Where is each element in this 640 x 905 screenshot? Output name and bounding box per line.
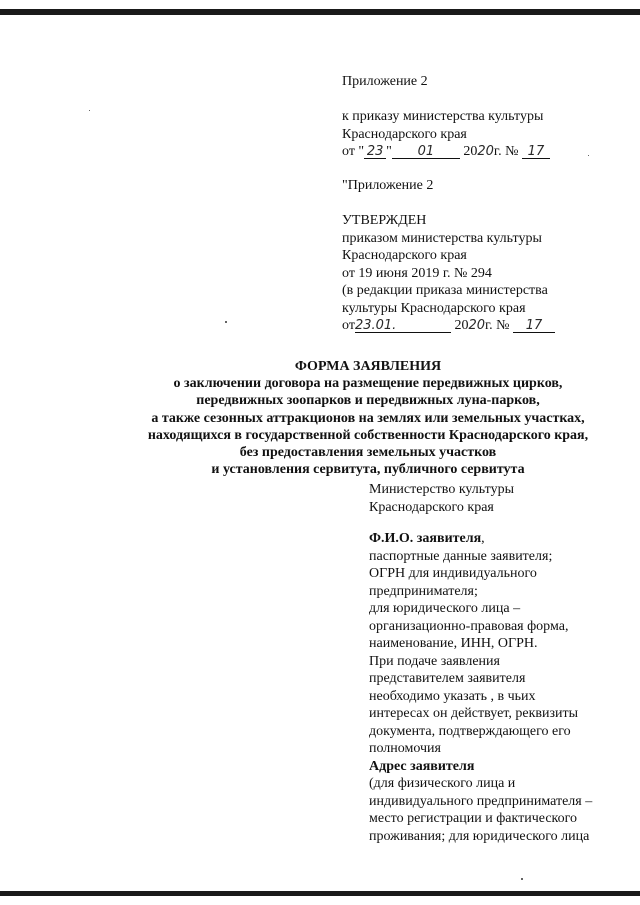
approved-number-field [513, 317, 555, 333]
addressee-line-1: Министерство культуры [369, 482, 514, 497]
applicant-line: наименование, ИНН, ОГРН. [369, 636, 538, 651]
applicant-line: для юридического лица – [369, 601, 521, 616]
order-date-year-a: 20 [463, 144, 478, 159]
approved-date-year-b: 20 [468, 318, 485, 333]
applicant-line: документа, подтверждающего его [369, 723, 571, 739]
applicant-name-line [369, 530, 592, 548]
addressee [369, 481, 514, 516]
appendix-order-ref [342, 108, 550, 161]
form-title-line-2: о заключении договора на размещение передвижных цирков, [173, 376, 563, 392]
order-date-year-b: 20 [477, 144, 494, 159]
applicant-address-line: проживания; для юридического лица [369, 828, 590, 844]
order-number-field [522, 143, 550, 159]
scan-speck [588, 155, 589, 156]
approved-line-1: приказом министерства культуры [342, 230, 542, 246]
approved-block [342, 212, 555, 335]
form-title-line-7: и установления сервитута, публичного сервитута [211, 462, 525, 478]
order-date-month: 01 [417, 144, 435, 159]
order-line-1: к приказу министерства культуры [342, 109, 544, 124]
form-title-line-6: без предоставления земельных участков [239, 445, 497, 461]
applicant-line: полномочия [369, 741, 441, 756]
appendix-title: Приложение 2 [342, 74, 428, 89]
approved-heading: УТВЕРЖДЕН [342, 213, 427, 228]
form-title [88, 358, 640, 478]
form-title-line-4: а также сезонных аттракционов на землях или земельных участках, [151, 410, 585, 426]
order-date-day: 23 [366, 144, 384, 159]
approved-date-line [342, 317, 555, 335]
form-title-line-1: ФОРМА ЗАЯВЛЕНИЯ [294, 359, 442, 374]
approved-number: 17 [525, 318, 543, 333]
form-title-line-5: находящихся в государственной собственности Краснодарского края, [147, 427, 589, 443]
approved-line-2: Краснодарского края [342, 248, 467, 263]
order-line-2: Краснодарского края [342, 126, 467, 142]
applicant-address-line: место регистрации и фактического [369, 811, 578, 826]
applicant-name-comma: , [481, 531, 485, 546]
form-title-line-3: передвижных зоопарков и передвижных луна-парков, [196, 393, 540, 409]
addressee-line-2: Краснодарского края [369, 499, 494, 515]
applicant-line: организационно-правовая форма, [369, 618, 569, 634]
scan-speck [89, 110, 90, 111]
approved-quote-title-block [342, 177, 433, 195]
scan-speck [521, 878, 523, 880]
applicant-line: интересах он действует, реквизиты [369, 706, 579, 721]
order-date-mid: " [386, 144, 392, 159]
order-date-month-field [392, 143, 460, 159]
applicant-address-line: индивидуального предпринимателя – [369, 793, 593, 809]
scan-top-edge [0, 9, 640, 15]
approved-date-year-c: г. № [484, 318, 510, 333]
approved-date-field [355, 317, 451, 333]
scan-speck [225, 321, 227, 323]
applicant-address-label: Адрес заявителя [369, 758, 475, 774]
order-date-line [342, 143, 550, 161]
approved-line-5: культуры Краснодарского края [342, 300, 526, 316]
approved-line-4: (в редакции приказа министерства [342, 283, 548, 298]
applicant-line: паспортные данные заявителя; [369, 548, 553, 564]
scan-bottom-edge [0, 891, 640, 896]
applicant-line: представителем заявителя [369, 671, 526, 686]
approved-date-prefix: от [342, 318, 355, 333]
applicant-line: ОГРН для индивидуального [369, 566, 537, 581]
order-date-prefix: от " [342, 144, 365, 159]
applicant-line: необходимо указать , в чьих [369, 688, 536, 704]
applicant-name-label: Ф.И.О. заявителя [369, 531, 482, 546]
order-date-year-c: г. № [493, 144, 519, 159]
approved-line-3: от 19 июня 2019 г. № 294 [342, 265, 492, 281]
approved-date-value: 23.01. [354, 318, 397, 333]
applicant-line: При подаче заявления [369, 653, 500, 669]
order-number: 17 [527, 144, 545, 159]
approved-date-year-a: 20 [454, 318, 469, 333]
applicant-line: предпринимателя; [369, 583, 478, 599]
applicant-address-line: (для физического лица и [369, 776, 516, 791]
approved-quote-title: "Приложение 2 [342, 178, 434, 193]
order-date-day-field [364, 143, 386, 159]
appendix-header [342, 73, 428, 91]
applicant-info [369, 530, 592, 845]
